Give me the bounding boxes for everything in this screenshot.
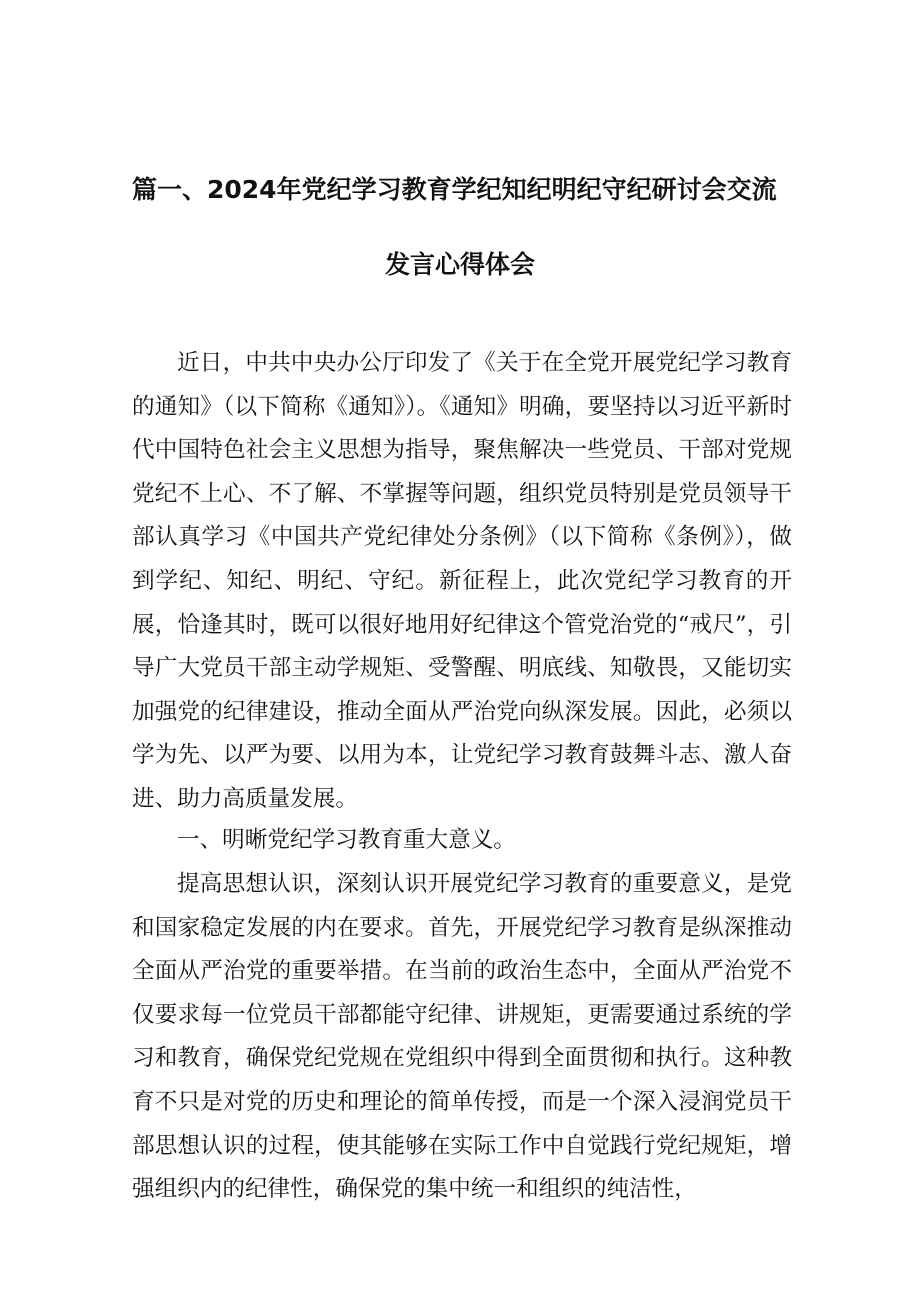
document-title-line-2: 发言心得体会 <box>384 250 535 279</box>
section-heading-1: 一、明晰党纪学习教育重大意义。 <box>177 827 516 853</box>
paragraph-intro: 近日，中共中央办公厅印发了《关于在全党开展党纪学习教育的通知》（以下简称《通知》）。《通知》明确，要坚持以习近平新时代中国特色社会主义思想为指导，聚焦解决一些党员、干部对党规党纪不上心、不了解、不掌握等问题，组织党员特别是党员领导干部认真学习《中国共产党纪律处分条例》（以下简称《条例》），做到学纪、知纪、明纪、守纪。新征程上，此次党纪学习教育的开展，恰逢其时，既可以很好地用好纪律这个管党治党的“戒尺”，引导广大党员干部主动学规矩、受警醒、明底线、知敬畏，又能切实加强党的纪律建设，推动全面从严治党向纵深发展。因此，必须以学为先、以严为要、以用为本，让党纪学习教育鼓舞斗志、激人奋进、助力高质量发展。 <box>132 350 792 812</box>
document-title-line-1: 篇一、2024年党纪学习教育学纪知纪明纪守纪研讨会交流 <box>132 175 777 204</box>
paragraph-section-1: 提高思想认识，深刻认识开展党纪学习教育的重要意义，是党和国家稳定发展的内在要求。首先，开展党纪学习教育是纵深推动全面从严治党的重要举措。在当前的政治生态中，全面从严治党不仅要求每一位党员干部都能守纪律、讲规矩，更需要通过系统的学习和教育，确保党纪党规在党组织中得到全面贯彻和执行。这种教育不只是对党的历史和理论的简单传授，而是一个深入浸润党员干部思想认识的过程，使其能够在实际工作中自觉践行党纪规矩，增强组织内的纪律性，确保党的集中统一和组织的纯洁性， <box>132 871 792 1203</box>
